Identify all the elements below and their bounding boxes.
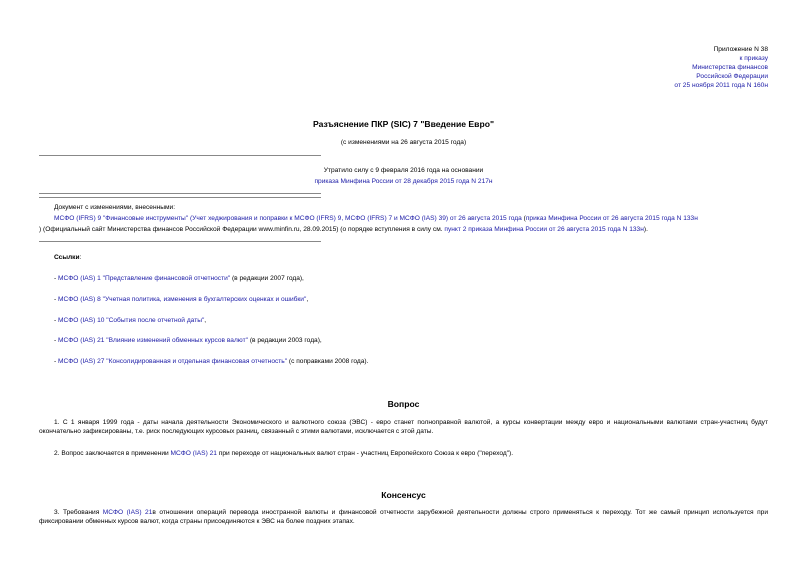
changes-link-ifrs9[interactable]: МСФО (IFRS) 9 "Финансовые инструменты" (Учет хеджирования и поправки к МСФО (IFRS) 9, МСФО (IFRS) 7 и МСФО (IAS) 39) от 26 августа 2015 года	[54, 215, 522, 222]
changes-link-clause-2[interactable]: пункт 2 приказа Минфина России от 26 августа 2015 года N 133н	[444, 226, 644, 233]
reference-item	[54, 296, 308, 305]
appendix-date[interactable]: от 25 ноября 2011 года N 160н	[674, 81, 768, 89]
void-notice-block	[0, 178, 807, 187]
reference-link-ias8[interactable]: МСФО (IAS) 8 "Учетная политика, изменения в бухгалтерских оценках и ошибки"	[58, 296, 307, 303]
changes-line-2-prefix: ) (Официальный сайт Министерства финансов Российской Федерации www.minfin.ru, 28.09.2015) (о порядке вступления в силу см.	[39, 226, 445, 233]
consensus-link-ias21[interactable]: МСФО (IAS) 21	[102, 509, 153, 516]
reference-link-ias27[interactable]: МСФО (IAS) 27 "Консолидированная и отдельная финансовая отчетность"	[58, 358, 288, 365]
divider	[39, 241, 321, 242]
reference-item	[54, 317, 206, 326]
changes-line-2-suffix: ).	[643, 226, 648, 233]
reference-item-suffix: (с поправками 2008 года).	[287, 358, 369, 365]
consensus-paragraph-3-prefix: 3. Требования	[54, 509, 103, 516]
consensus-paragraph-3-suffix: в отношении операций перевода иностранной валюты и финансовой отчетности зарубежной деятельности должны строго применяться к переходу. Тот же самый принцип используется при фиксировании обменных курсов валют, когда страны присоединяются к ЭВС на более поздних этапах.	[39, 509, 768, 525]
void-notice-text: Утратило силу с 9 февраля 2016 года на основании	[323, 167, 484, 174]
divider	[39, 193, 321, 194]
document-subtitle: (с изменениями на 26 августа 2015 года)	[340, 139, 467, 146]
divider	[39, 155, 321, 156]
consensus-paragraph-3	[39, 509, 768, 527]
reference-item-suffix: ,	[306, 296, 309, 303]
references-header-colon: :	[79, 254, 82, 261]
reference-item-prefix: -	[54, 358, 59, 365]
reference-link-ias10[interactable]: МСФО (IAS) 10 "События после отчетной даты"	[58, 317, 205, 324]
reference-item	[54, 337, 322, 346]
document-title: Разъяснение ПКР (SIC) 7 "Введение Евро"	[312, 119, 495, 129]
references-header-label: Ссылки	[54, 254, 80, 261]
changes-separator: (	[521, 215, 526, 222]
appendix-number: Приложение N 38	[713, 46, 768, 53]
reference-link-ias1[interactable]: МСФО (IAS) 1 "Представление финансовой отчетности"	[58, 275, 231, 282]
consensus-heading: Консенсус	[381, 490, 426, 500]
question-paragraph-1	[39, 419, 768, 437]
reference-item-prefix: -	[54, 337, 59, 344]
appendix-country[interactable]: Российской Федерации	[696, 72, 768, 80]
references-header	[54, 254, 81, 263]
question-paragraph-2-prefix: 2. Вопрос заключается в применении	[54, 450, 171, 457]
changes-link-order-133n[interactable]: приказ Минфина России от 26 августа 2015 года N 133н	[525, 215, 698, 222]
void-notice-link[interactable]: приказа Минфина России от 28 декабря 2015 года N 217н	[314, 178, 493, 185]
divider	[39, 197, 321, 198]
question-paragraph-2-suffix: при переходе от национальных валют стран - участниц Европейского Союза к евро ("переход").	[216, 450, 514, 457]
question-paragraph-1-text: 1. С 1 января 1999 года - даты начала деятельности Экономического и валютного союза (ЭВС) - евро станет полноправной валютой, а курсы конвертации между евро и национальными валютами стран-участниц будут окончательно зафиксированы, т.е. риск последующих курсовых разниц, связанный с этими валютами, исключается с этой даты.	[39, 419, 768, 435]
reference-item	[54, 358, 368, 367]
reference-item	[54, 275, 304, 284]
reference-item-suffix: (в редакции 2007 года),	[230, 275, 304, 282]
appendix-ministry[interactable]: Министерства финансов	[692, 63, 768, 71]
reference-item-suffix: (в редакции 2003 года),	[247, 337, 322, 344]
changes-header: Документ с изменениями, внесенными:	[54, 204, 176, 211]
reference-link-ias21[interactable]: МСФО (IAS) 21 "Влияние изменений обменных курсов валют"	[58, 337, 248, 344]
appendix-block	[548, 46, 768, 90]
reference-item-prefix: -	[54, 317, 59, 324]
reference-item-suffix: ,	[204, 317, 207, 324]
question-paragraph-2	[54, 450, 769, 459]
changes-line-1	[54, 215, 774, 224]
appendix-order-label[interactable]: к приказу	[739, 54, 768, 62]
question-heading: Вопрос	[387, 399, 420, 409]
question-link-ias21[interactable]: МСФО (IAS) 21	[170, 450, 217, 457]
changes-line-2	[39, 226, 779, 235]
reference-item-prefix: -	[54, 296, 59, 303]
reference-item-prefix: -	[54, 275, 59, 282]
